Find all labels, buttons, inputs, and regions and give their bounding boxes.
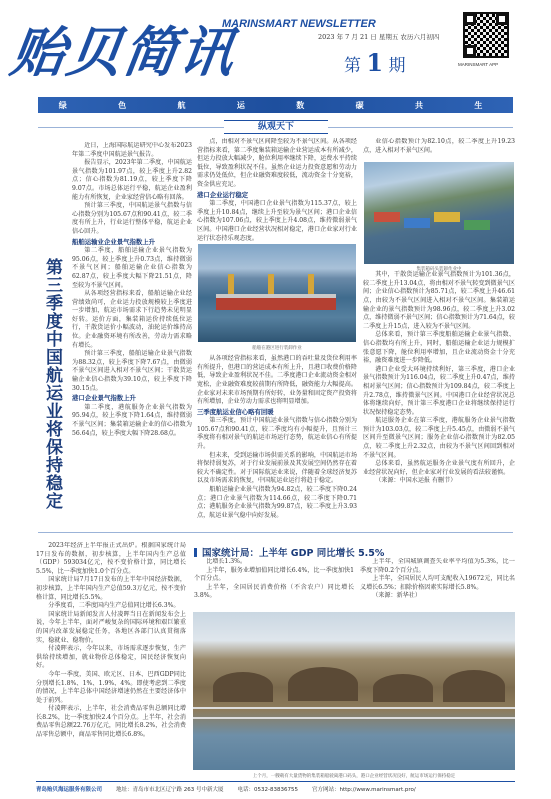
banner-char: 生	[474, 100, 493, 110]
banner-char: 共	[414, 100, 433, 110]
gdp-column-2	[194, 558, 354, 614]
subheading: 三季度航运业信心略有回暖	[197, 407, 274, 416]
paragraph: 从各项经营指标来看，虽然港口的吞吐量及货位利用率有所提升，但港口的营运成本有所上升，且港口收费价格降低，导致企业盈利状况不佳。二季度港口企业流动资金相对宽松，企业融资难度较前期有所降低，融资能力大幅提高。企业家对未来市场预期有所好转，业务量和固定资产投资将有所增加，企业劳动力需求也将明显增加。	[197, 355, 357, 406]
footer-phone: 电话：0532-83836755	[237, 786, 298, 793]
banner-char: 色	[118, 100, 137, 110]
masthead	[0, 0, 551, 95]
issue-number	[344, 48, 406, 77]
article-column-3-top	[363, 138, 515, 155]
qr-finder	[496, 13, 508, 25]
paragraph: 但未来，受到运输市场供需关系的影响，中国航运市场将保持弱复苏，对于行业发展前景及其发展空间仍然存在着较大不确定性。对于国际航运业来说，伴随着全球经济复苏以及市场需求的恢复，中国航运业运行将趋于稳定。	[197, 451, 357, 485]
paragraph: 付凌晖表示，今年以来，市场需求逐步恢复，生产供给持续增加，就业物价总体稳定，国民经济恢复向好。	[36, 645, 186, 670]
subheading: 港口企业运行稳定	[197, 190, 249, 199]
gdp-title-text: 国家统计局：上半年 GDP 同比增长 5.5%	[202, 548, 385, 559]
ship-shape	[216, 294, 336, 310]
conveyor-line	[193, 717, 515, 719]
coal-pile	[373, 674, 433, 702]
footer-website-link[interactable]: 官方网站：http://www.marinsmart.pro/	[312, 786, 416, 793]
paragraph: 国家统计局新闻发言人付凌晖当日在新闻发布会上说，今年上半年，面对严峻复杂的国际环境和艰巨繁重的国内改革发展稳定任务，各地区各部门认真贯彻落实，稳就业、稳物价。	[36, 610, 186, 644]
paragraph: 航运服务企业在第三季度，港航服务企业景气指数预计为103.03点，较二季度上升5.45点，由微弱不景气区间升至微景气区间；服务企业信心指数预计为82.05点，较二季度上升2.32点，由较为不景气区间回到相对不景气区间。	[363, 417, 515, 459]
photo-caption: 集装箱码头装卸作业中	[416, 267, 462, 272]
paragraph: 其中，干散货运输企业景气指数预计为101.36点，较二季度上升13.04点，将由相对不景气转变到微景气区间；企业信心指数预计为85.71点，较二季度上升46.61点，由较为不景气区间进入相对不景气区间。集装箱运输企业的景气指数预计为98.96点，较二季度上升3.02点，维持微弱不景气区间；信心指数预计为71.64点，较二季度上升15点，进入较为不景气区间。	[363, 271, 515, 330]
banner-char: 数	[296, 100, 315, 110]
paragraph: 今年一季度，美国、欧元区、日本、巴西GDP同比分别增长1.8%、1%、1.9%、4%。即使考虑到二季度的情况，上半年总体中国经济增速仍然在主要经济体中处于前列。	[36, 670, 186, 704]
slogan-banner	[38, 97, 513, 113]
container-stack	[464, 220, 490, 230]
issue-number-value: 1	[366, 48, 384, 77]
paragraph: 第二季度，港航服务企业景气指数为95.94点，较上季度下降1.64点，维持微弱不景气区间；集装箱运输企业的信心指数为56.64点，较上季度大幅下降28.68点。	[72, 403, 192, 437]
qr-finder	[464, 13, 476, 25]
qr-finder	[464, 45, 476, 57]
article-column-2-top	[197, 138, 357, 243]
paragraph: 上半年，服务业增加值同比增长6.4%，比一季度加快1个百分点。	[194, 566, 354, 583]
container-terminal-photo	[364, 162, 514, 264]
container-stack	[434, 212, 460, 222]
article-column-2-bottom	[197, 355, 357, 520]
footer-address: 地址：青岛市市北区辽宁路 263 号中新大厦	[116, 786, 224, 793]
container-stack	[374, 212, 400, 222]
banner-char: 航	[177, 100, 196, 110]
conveyor-line	[193, 707, 515, 709]
paragraph: 近日，上海国际航运研究中心发布2023年第二季度中国航运景气报告。	[72, 142, 192, 158]
article-title: 第三季度中国航运业将保持稳定	[42, 258, 62, 510]
article-column-1	[72, 142, 192, 558]
paragraph: 预计第三季度，中国航运景气指数与信心指数分别为105.67点和90.41点，较二季度有所上升，行业运行整体平稳，航运企业信心回升。	[72, 202, 192, 235]
banner-char: 碳	[355, 100, 374, 110]
paragraph: （来源：中国水运报 有删节）	[375, 477, 457, 485]
crane-shape	[268, 274, 274, 296]
paragraph: 总体来看，预计第三季度船舶运输企业景气指数、信心指数均有所上升，同时，船舶运输企业运力规模扩张意愿下降，舱位利用率增加，且企业流动资金十分充裕，融资难度进一步降低。	[363, 331, 515, 365]
crane-shape	[308, 274, 314, 296]
paragraph: 船舶运输企业景气指数为94.82点，较二季度下降0.24点；港口企业景气指数为114.66点，较二季度下降0.71点；港航服务企业景气指数为99.87点，较二季度上升3.93点，航运业景气稳中向好发展。	[197, 486, 357, 519]
footer-org: 青岛贻贝海运服务有限公司	[36, 786, 103, 793]
title-bar	[194, 548, 197, 557]
crane-shape	[228, 274, 234, 296]
paragraph: 分季度看，二季度国内生产总值同比增长6.3%。	[48, 602, 180, 610]
paragraph: 第二季度，船舶运输企业景气指数为95.06点，较上季度上升0.73点，维持微弱不景气区间；船舶运输企业信心指数为62.87点，较上季度大幅下降21.51点，降至较为不景气区间。	[72, 247, 192, 289]
footer	[36, 781, 515, 795]
paragraph: 付凌晖表示，上半年，社会消费品零售总额同比增长8.2%，比一季度加快2.4个百分点。上半年，社会消费品零售总额22.76万亿元，同比增长8.2%，社会消费品零售总额中，商品零售同比增长6.8%。	[36, 705, 186, 739]
bulk-port-photo	[193, 612, 515, 770]
paragraph: 点，由相对不景气区间降至较为不景气区间。从各项经营指标来看，第二季度集装箱运输企业营运成本有所减少，但运力投放大幅减少，舱位利用率继续下降，运费水平持续低位，导致盈利状况不佳。虽然企业运力投资意愿和劳动力需求仍处低位，但企业融资难度较低，流动资金十分宽裕，资金供应充足。	[197, 138, 357, 188]
section-divider	[38, 532, 513, 533]
gdp-article-title	[194, 545, 384, 559]
article-column-3-bottom	[363, 271, 515, 486]
coal-pile	[288, 667, 358, 701]
coal-pile	[443, 670, 505, 702]
newsletter-logo: 贻贝简讯	[7, 21, 240, 84]
paragraph: 上半年，全国居民人均可支配收入19672元，同比名义增长6.5%；扣除价格因素实际增长5.8%。	[360, 575, 515, 591]
paragraph: 从各项经营指标来看，船舶运输企业经营绩效尚可，企业运力投放规模较上季度进一步增加，航运市场需求下行趋势未见明显好转。运价方面，集装箱运价持续低位运行，干散货运价小幅波动，油轮运价维持高位。企业融资环境有所改善，劳动力需求略有增长。	[72, 290, 192, 349]
newsletter-logo-english: MARINSMART NEWSLETTER	[222, 18, 376, 30]
paragraph: 2023年经济上半年报正式出炉。根据国家统计局17日发布的数据，初步核算，上半年国内生产总值（GDP）593034亿元，按不变价格计算，同比增长5.5%，比一季度加快1.0个百分点。	[36, 542, 186, 575]
banner-char: 绿	[58, 100, 77, 110]
gdp-column-1	[36, 542, 186, 772]
subheading: 港口企业景气指数上升	[72, 394, 136, 403]
subheading: 船舶运输业企业景气指数上升	[72, 237, 156, 246]
port-photo	[198, 244, 356, 342]
paragraph: 第三季度，预计中国航运业景气指数与信心指数分别为105.67点和90.41点，较二季度均有小幅提升，且预计三季度将有相对景气的航运市场运行态势，航运业信心有所提升。	[197, 417, 357, 451]
paragraph: 国家统计局7月17日发布的上半年中国经济数据，初步核算，上半年国内生产总值59.3万亿元，按不变价格计算，同比增长5.5%。	[36, 576, 186, 601]
photo-caption: 船舶在港区进行装卸作业	[252, 346, 302, 351]
qr-code-icon[interactable]	[463, 12, 509, 58]
banner-char: 运	[236, 100, 255, 110]
paragraph: 上半年，全国居民消费价格（不含农户）同比增长3.8%。	[194, 583, 354, 600]
issue-date: 2023 年 7 月 21 日 星期五 农历六月初四	[318, 33, 440, 41]
container-stack	[404, 218, 430, 228]
paragraph: 第二季度，中国港口企业景气指数为115.37点，较上季度上升10.84点，继续上升至较为景气区间；港口企业信心指数为107.06点，较上季度上升4.08点，维持微弱景气区间。中国港口企业经营状况相对稳定，港口企业家对行业运行状态持乐观态度。	[197, 200, 357, 242]
issue-suffix: 期	[388, 56, 406, 76]
photo-caption: 上个月，一艘载有大量货物的集装箱船驶离港口码头，港口企业经营状况良好，航运市场运行保持稳定	[252, 774, 456, 779]
qr-caption: MARINSMART APP	[458, 62, 499, 67]
issue-prefix: 第	[344, 56, 361, 76]
paragraph: 总体来看，虽然航运服务企业景气度有所回升，企业经营状况向好，但企业家对行业发展的看法较谨慎。	[363, 460, 515, 476]
coal-pile	[213, 672, 273, 702]
section-title: 纵观天下	[224, 120, 328, 134]
paragraph: 上半年，全国城镇调查失业率平均值为5.3%，比一季度下降0.2个百分点。	[360, 558, 515, 574]
paragraph: （来源：新华社）	[372, 592, 421, 600]
paragraph: 报告显示，2023年第二季度，中国航运景气指数为101.97点，较上季度上升2.82点；信心指数为81.19点，较上季度下降9.07点。市场总体运行平稳，航运企业盈利能力有所恢复，企业家经营信心略有回落。	[72, 159, 192, 201]
paragraph: 港口企业受大环境持续利好，第三季度，港口企业景气指数预计为116.04点，较二季度上升0.47点，维持相对景气区间；信心指数预计为109.84点，较二季度上升2.78点，维持微景气区间。中国港口企业经营状况总体将继续向好，预计第三季度港口企业将继续保持运行状况保持稳定态势。	[363, 365, 515, 416]
paragraph: 业信心指数预计为82.10点，较二季度上升19.23点，进入相对不景气区间。	[363, 138, 515, 154]
gdp-column-3	[360, 558, 515, 614]
paragraph: 预计第三季度，船舶运输企业景气指数为88.32点，较上季度下降7.67点，由微弱不景气区间进入相对不景气区间；干散货运输企业信心指数为39.10点，较上季度下降30.15点。	[72, 350, 192, 392]
paragraph: 比增长1.3%。	[206, 558, 247, 565]
